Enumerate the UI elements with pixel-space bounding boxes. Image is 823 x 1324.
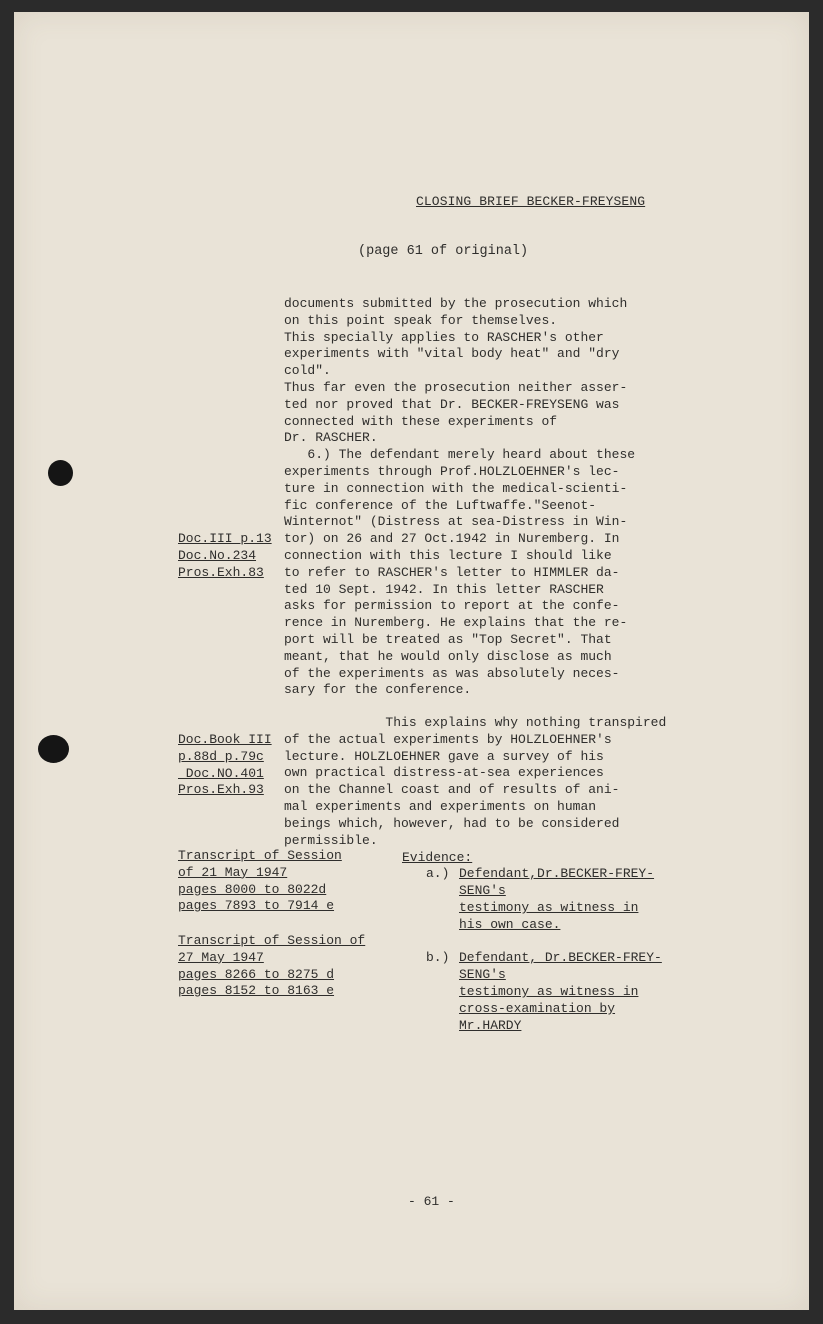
punch-hole [48,460,73,486]
transcript-reference-2: Transcript of Session of 27 May 1947 pages 8266 to 8275 d pages 8152 to 8163 e [178,933,366,999]
body-paragraph-1: documents submitted by the prosecution which on this point speak for themselves. This specially applies to RASCHER's other experiments with "vital body heat" and "dry cold". Thus far even the prosecution neither asser- ted nor proved that Dr. BECKER-FREYSENG was connected with these experiments of Dr. RASCHER. 6.) The defendant merely heard about these experiments through Prof.HOLZLOEHNER's lec- ture in connection with the medical-scienti- fic conference of the Luftwaffe."Seenot- Winternot" (Distress at sea-Distress in Win- tor) on 26 and 27 Oct.1942 in Nuremberg. In connection with this lecture I should like to refer to RASCHER's letter to HIMMLER da- ted 10 Sept. 1942. In this letter RASCHER asks for permission to report at the confe- rence in Nuremberg. He explains that the re- port will be treated as "Top Secret". That meant, that he would only disclose as much of the experiments as was absolutely neces- sary for the conference. [284,296,636,698]
evidence-item-b: Defendant, Dr.BECKER-FREY- SENG's testimony as witness in cross-examination by Mr.HARDY [459,950,662,1033]
punch-hole [38,735,69,763]
evidence-label: Evidence: [402,850,473,865]
document-page [14,12,809,1310]
evidence-item-a: Defendant,Dr.BECKER-FREY- SENG's testimony as witness in his own case. [459,866,655,932]
document-title: CLOSING BRIEF BECKER-FREYSENG [416,194,646,209]
page-number: - 61 - [408,1194,455,1209]
evidence-item-a-marker: a.) [426,866,450,881]
evidence-item-b-marker: b.) [426,950,450,965]
transcript-reference-1: Transcript of Session of 21 May 1947 pages 8000 to 8022d pages 7893 to 7914 e [178,848,342,914]
body-paragraph-2: This explains why nothing transpired of the actual experiments by HOLZLOEHNER's lecture. HOLZLOEHNER gave a survey of his own practical distress-at-sea experiences on the Channel coast and of results of ani- mal experiments and experiments on human beings which, however, had to be considered permissible. [284,715,667,848]
original-page-reference: (page 61 of original) [358,244,529,259]
margin-reference-1: Doc.III p.13 Doc.No.234 Pros.Exh.83 [178,531,272,580]
margin-reference-2: Doc.Book III p.88d p.79c Doc.NO.401 Pros.Exh.93 [178,732,272,798]
